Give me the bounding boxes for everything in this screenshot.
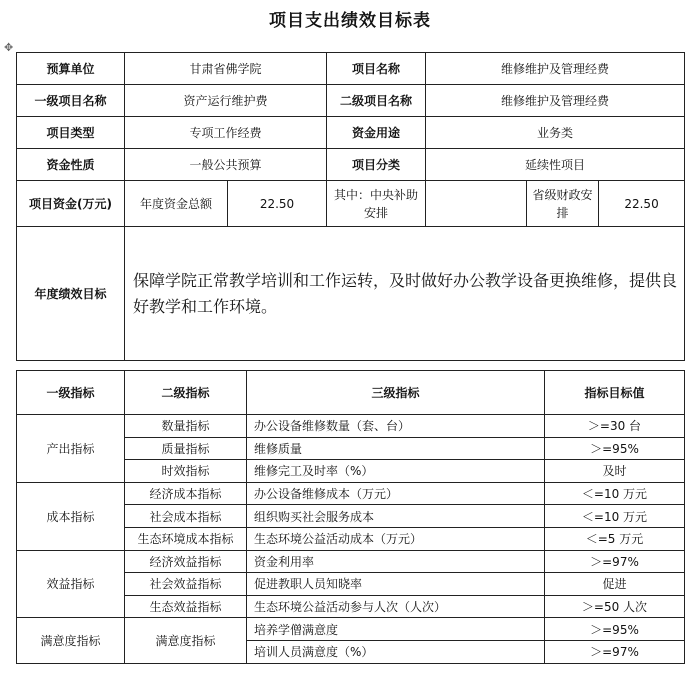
header-target: 指标目标值 [545,371,685,415]
project-name-value: 维修维护及管理经费 [426,53,685,85]
target-value: ＜=10 万元 [545,482,685,505]
budget-unit-value: 甘肃省佛学院 [125,53,327,85]
level3-indicator: 培养学僧满意度 [247,618,545,641]
budget-unit-label: 预算单位 [17,53,125,85]
level3-indicator: 办公设备维修数量（套、台） [247,415,545,438]
level1-project-value: 资产运行维护费 [125,85,327,117]
level3-indicator: 办公设备维修成本（万元） [247,482,545,505]
annual-goal-label: 年度绩效目标 [17,227,125,361]
level3-indicator: 生态环境公益活动参与人次（人次） [247,595,545,618]
fund-nature-label: 资金性质 [17,149,125,181]
table-row [17,85,685,117]
level3-indicator: 培训人员满意度（%） [247,640,545,663]
target-value: ＞=95% [545,618,685,641]
target-value: ＞=95% [545,437,685,460]
central-subsidy-label: 其中：中央补助安排 [327,181,426,227]
level2-indicator: 经济效益指标 [125,550,247,573]
level2-indicator: 时效指标 [125,460,247,483]
level3-indicator: 促进教职人员知晓率 [247,573,545,596]
level3-indicator: 组织购买社会服务成本 [247,505,545,528]
provincial-label: 省级财政安排 [527,181,599,227]
target-value: 及时 [545,460,685,483]
level2-indicator: 社会成本指标 [125,505,247,528]
table-row [17,618,685,641]
project-funds-label: 项目资金(万元) [17,181,125,227]
level2-indicator: 生态效益指标 [125,595,247,618]
level2-indicator: 数量指标 [125,415,247,438]
annual-total-label: 年度资金总额 [125,181,228,227]
target-value: ＞=97% [545,550,685,573]
project-type-label: 项目类型 [17,117,125,149]
header-level2: 二级指标 [125,371,247,415]
level2-indicator: 质量指标 [125,437,247,460]
target-value: ＜=10 万元 [545,505,685,528]
level3-indicator: 资金利用率 [247,550,545,573]
level3-indicator: 维修完工及时率（%） [247,460,545,483]
target-value: ＞=50 人次 [545,595,685,618]
level1-indicator: 产出指标 [17,415,125,483]
table-row [17,482,685,505]
level3-indicator: 维修质量 [247,437,545,460]
project-type-value: 专项工作经费 [125,117,327,149]
level1-project-label: 一级项目名称 [17,85,125,117]
basic-info-table [16,52,685,361]
level3-indicator: 生态环境公益活动成本（万元） [247,527,545,550]
table-row [17,149,685,181]
page-title: 项目支出绩效目标表 [269,11,431,31]
level2-indicator: 满意度指标 [125,618,247,663]
table-row [17,550,685,573]
level1-indicator: 成本指标 [17,482,125,550]
target-value: ＜=5 万元 [545,527,685,550]
annual-total-value: 22.50 [228,181,327,227]
table-row [17,227,685,361]
table-row [17,53,685,85]
level2-indicator: 经济成本指标 [125,482,247,505]
indicator-header-row [17,371,685,415]
indicator-table [16,370,685,664]
level2-indicator: 生态环境成本指标 [125,527,247,550]
project-name-label: 项目名称 [327,53,426,85]
level1-indicator: 满意度指标 [17,618,125,663]
header-level1: 一级指标 [17,371,125,415]
fund-use-label: 资金用途 [327,117,426,149]
provincial-value: 22.50 [599,181,685,227]
project-category-value: 延续性项目 [426,149,685,181]
table-row [17,181,685,227]
table-row [17,117,685,149]
level2-project-label: 二级项目名称 [327,85,426,117]
project-category-label: 项目分类 [327,149,426,181]
table-row [17,415,685,438]
fund-nature-value: 一般公共预算 [125,149,327,181]
central-subsidy-value [426,181,527,227]
header-level3: 三级指标 [247,371,545,415]
target-value: ＞=30 台 [545,415,685,438]
table-move-handle-icon[interactable]: ✥ [4,41,14,54]
level1-indicator: 效益指标 [17,550,125,618]
target-value: 促进 [545,573,685,596]
target-value: ＞=97% [545,640,685,663]
level2-indicator: 社会效益指标 [125,573,247,596]
level2-project-value: 维修维护及管理经费 [426,85,685,117]
fund-use-value: 业务类 [426,117,685,149]
annual-goal-text: 保障学院正常教学培训和工作运转，及时做好办公教学设备更换维修，提供良好教学和工作环境。 [125,227,685,361]
